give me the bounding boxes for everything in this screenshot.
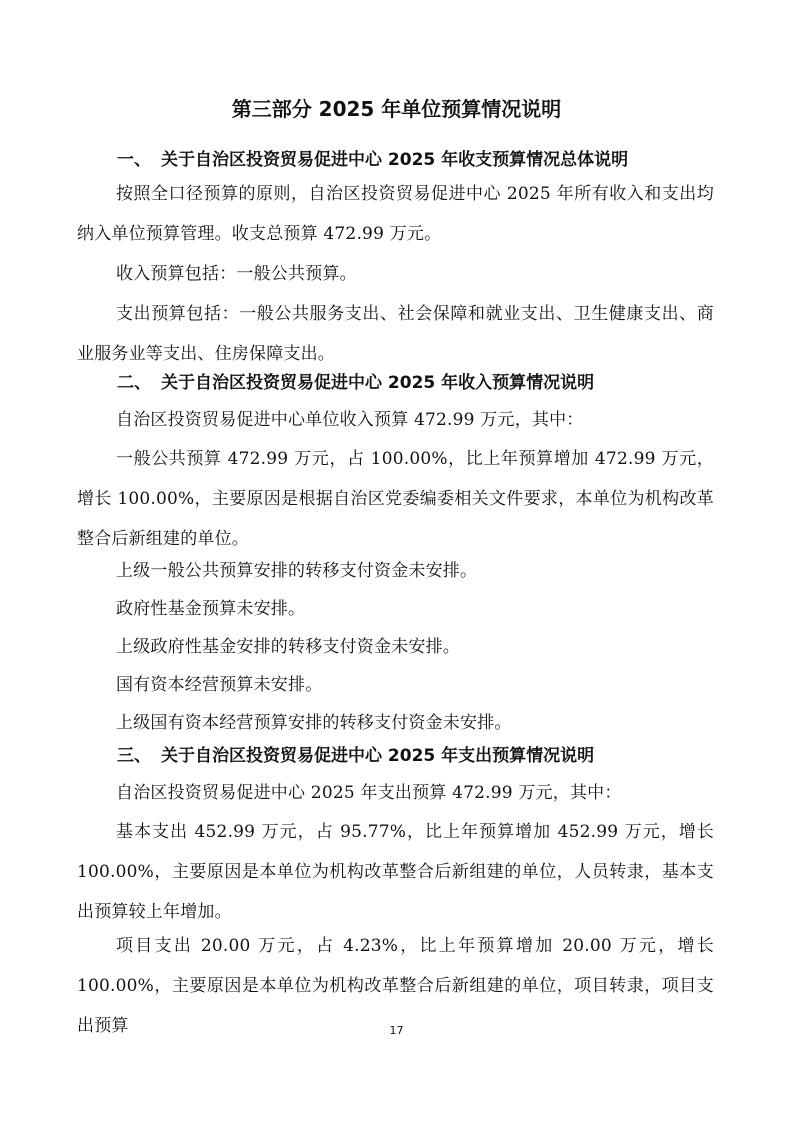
page-number: 17 bbox=[389, 1024, 404, 1037]
section-2-paragraph-3: 上级一般公共预算安排的转移支付资金未安排。 bbox=[116, 561, 478, 581]
section-2-paragraph-5: 上级政府性基金安排的转移支付资金未安排。 bbox=[116, 637, 460, 657]
section-1-paragraph-3: 支出预算包括：一般公共服务支出、社会保障和就业支出、卫生健康支出、商业服务业等支出、住房保障支出。 bbox=[77, 304, 714, 364]
page-title: 第三部分 2025 年单位预算情况说明 bbox=[231, 97, 562, 121]
section-2-paragraph-7: 上级国有资本经营预算安排的转移支付资金未安排。 bbox=[116, 713, 512, 733]
section-2-paragraph-4: 政府性基金预算未安排。 bbox=[116, 599, 306, 619]
section-3-heading-text: 关于自治区投资贸易促进中心 2025 年支出预算情况说明 bbox=[161, 746, 595, 766]
section-1-heading bbox=[117, 148, 628, 172]
section-1-number: 一、 bbox=[117, 150, 151, 170]
section-1-paragraph-2: 收入预算包括：一般公共预算。 bbox=[116, 264, 357, 284]
section-3-paragraph-2: 基本支出 452.99 万元，占 95.77%，比上年预算增加 452.99 万元，增长 100.00%，主要原因是本单位为机构改革整合后新组建的单位，人员转隶，基本支出预算较上年增加。 bbox=[77, 822, 714, 922]
section-3-paragraph-1: 自治区投资贸易促进中心 2025 年支出预算 472.99 万元，其中： bbox=[116, 783, 622, 803]
section-3-paragraph-3: 项目支出 20.00 万元，占 4.23%，比上年预算增加 20.00 万元，增长 100.00%，主要原因是本单位为机构改革整合后新组建的单位，项目转隶，项目支出预算 bbox=[77, 936, 714, 1036]
section-2-heading bbox=[117, 371, 594, 395]
section-2-paragraph-2: 一般公共预算 472.99 万元，占 100.00%，比上年预算增加 472.99 万元，增长 100.00%，主要原因是根据自治区党委编委相关文件要求，本单位为机构改革整合后新组建的单位。 bbox=[77, 449, 714, 549]
section-2-number: 二、 bbox=[117, 373, 151, 393]
section-2-paragraph-6: 国有资本经营预算未安排。 bbox=[116, 675, 323, 695]
section-3-heading bbox=[117, 744, 594, 768]
section-2-heading-text: 关于自治区投资贸易促进中心 2025 年收入预算情况说明 bbox=[161, 373, 595, 393]
section-1-heading-text: 关于自治区投资贸易促进中心 2025 年收支预算情况总体说明 bbox=[161, 150, 629, 170]
section-1-paragraph-1: 按照全口径预算的原则，自治区投资贸易促进中心 2025 年所有收入和支出均纳入单位预算管理。收支总预算 472.99 万元。 bbox=[77, 184, 714, 244]
section-2-paragraph-1: 自治区投资贸易促进中心单位收入预算 472.99 万元，其中： bbox=[116, 410, 584, 430]
section-3-number: 三、 bbox=[117, 746, 151, 766]
